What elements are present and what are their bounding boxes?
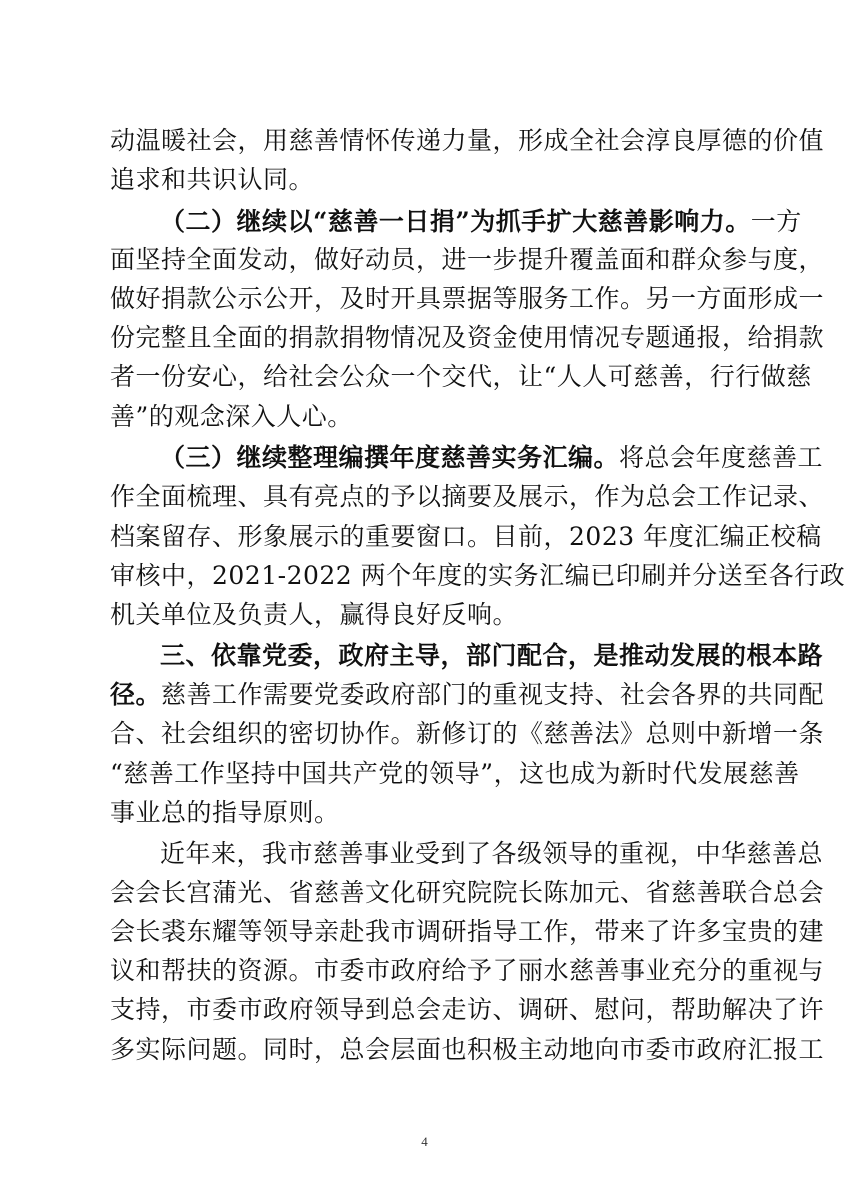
body-text-run: 作全面梳理、具有亮点的予以摘要及展示，作为总会工作记录、 — [110, 482, 825, 511]
text-line — [110, 715, 825, 753]
text-line — [160, 637, 824, 675]
body-text-run: 慈善工作需要党委政府部门的重视支持、社会各界的共同配 — [161, 680, 825, 709]
text-line — [110, 280, 825, 318]
body-text-run: 合、社会组织的密切协作。新修订的《慈善法》总则中新增一条 — [110, 719, 825, 748]
body-text-run: 近年来，我市慈善事业受到了各级领导的重视，中华慈善总 — [160, 839, 824, 868]
body-text-run: 善”的观念深入人心。 — [110, 402, 353, 431]
text-line — [110, 122, 825, 160]
bold-heading-text: （二）继续以“慈善一日捐”为抓手扩大慈善影响力。 — [160, 207, 751, 236]
body-text-run: 动温暖社会，用慈善情怀传递力量，形成全社会淳良厚德的价值 — [110, 126, 825, 155]
body-text-run: 做好捐款公示公开，及时开具票据等服务工作。另一方面形成一 — [110, 284, 825, 313]
text-line — [110, 161, 740, 199]
body-text-run: 事业总的指导原则。 — [110, 798, 340, 827]
text-line — [160, 439, 824, 477]
body-text-run: 支持，市委市政府领导到总会走访、调研、慰问，帮助解决了许 — [110, 995, 825, 1024]
text-line — [110, 358, 812, 396]
body-text-run: 审核中，2021-2022 两个年度的实务汇编已印刷并分送至各行政 — [110, 561, 846, 590]
bold-heading-text: （三）继续整理编撰年度慈善实务汇编。 — [160, 443, 620, 472]
text-line — [110, 241, 825, 279]
text-line — [110, 557, 846, 595]
body-text-run: 追求和共识认同。 — [110, 165, 315, 194]
body-text-run: 将总会年度慈善工 — [619, 443, 824, 472]
text-line — [110, 952, 825, 990]
text-line — [110, 398, 740, 436]
body-text-run: 会长裘东耀等领导亲赴我市调研指导工作，带来了许多宝贵的建 — [110, 917, 825, 946]
body-text-run: 份完整且全面的捐款捐物情况及资金使用情况专题通报，给捐款 — [110, 323, 825, 352]
text-line — [110, 596, 740, 634]
text-line — [160, 835, 824, 873]
body-text-run: 机关单位及负责人，赢得良好反响。 — [110, 600, 519, 629]
body-text-run: 面坚持全面发动，做好动员，进一步提升覆盖面和群众参与度， — [110, 245, 825, 274]
body-text-run: 档案留存、形象展示的重要窗口。目前，2023 年度汇编正校稿 — [110, 522, 822, 551]
body-text-run: 会会长宫蒲光、省慈善文化研究院院长陈加元、省慈善联合总会 — [110, 878, 825, 907]
text-line — [110, 1031, 825, 1069]
text-line — [110, 913, 825, 951]
bold-heading-text: 径。 — [110, 680, 162, 709]
body-text-run: 者一份安心，给社会公众一个交代，让“人人可慈善，行行做慈 — [110, 362, 812, 391]
text-line — [110, 319, 825, 357]
body-text-run: 多实际问题。同时，总会层面也积极主动地向市委市政府汇报工 — [110, 1035, 825, 1064]
body-text-run: 一方 — [750, 207, 802, 236]
body-text-run: “慈善工作坚持中国共产党的领导”，这也成为新时代发展慈善 — [110, 759, 800, 788]
text-line — [110, 478, 825, 516]
text-line — [110, 991, 825, 1029]
text-line — [110, 874, 825, 912]
text-line — [110, 676, 825, 714]
text-line — [110, 794, 740, 832]
text-line — [110, 755, 800, 793]
text-line — [160, 203, 802, 241]
body-text-run: 议和帮扶的资源。市委市政府给予了丽水慈善事业充分的重视与 — [110, 956, 825, 985]
text-line — [110, 518, 822, 556]
bold-heading-text: 三、依靠党委，政府主导，部门配合，是推动发展的根本路 — [160, 641, 824, 670]
page-number: 4 — [421, 1134, 428, 1149]
